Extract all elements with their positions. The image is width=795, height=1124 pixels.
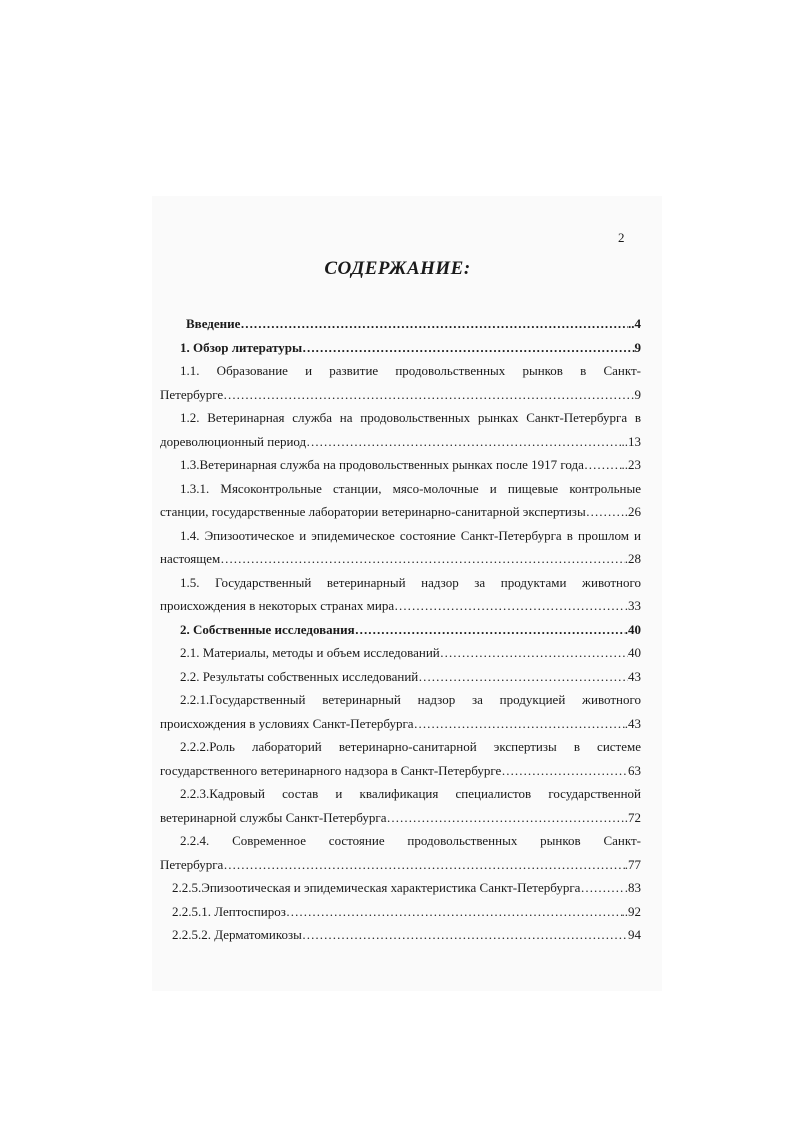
toc-leader-dots [580, 876, 624, 900]
toc-entry-text: Петербурга [160, 856, 224, 872]
toc-leader-dots [223, 383, 634, 407]
toc-entry-text: 2.2. Результаты собственных исследований [180, 668, 419, 684]
toc-leader-dots [306, 430, 621, 454]
toc-entry-text: дореволюционный период [160, 433, 307, 449]
toc-leader-dots [302, 923, 628, 947]
toc-entry-text: государственного ветеринарного надзора в Санкт-Петербурге [160, 762, 502, 778]
toc-entry-page: 94 [628, 927, 641, 942]
toc-entry-literature-review [160, 336, 641, 360]
toc-entry-text: Введение [186, 316, 241, 331]
toc-entry-first-line: 1.2. Ветеринарная служба на продовольственных рынках Санкт-Петербурга в [180, 410, 641, 425]
toc-leader-dots [394, 594, 625, 618]
toc-entry-2-2-2 [160, 735, 641, 782]
toc-entry-first-line: 2.2.3.Кадровый состав и квалификация специалистов государственной [180, 786, 641, 801]
toc-entry-text: станции, государственные лаборатории ветеринарно-санитарной экспертизы [160, 504, 586, 519]
toc-entry-page: .83 [624, 880, 641, 895]
toc-entry-1-3-1 [160, 477, 641, 524]
toc-entry-first-line: 2.2.2.Роль лабораторий ветеринарно-санитарной экспертизы в системе [180, 739, 641, 754]
toc-entry-own-research [160, 618, 641, 642]
toc-entry-1-3 [160, 453, 641, 477]
toc-leader-dots [223, 853, 624, 877]
toc-entry-1-4 [160, 524, 641, 571]
toc-entry-first-line: 1.4. Эпизоотическое и эпидемическое состояние Санкт-Петербурга в прошлом и [180, 527, 641, 543]
toc-leader-dots [240, 312, 628, 336]
toc-entry-page: .77 [624, 856, 641, 872]
toc-leader-dots [440, 641, 628, 665]
toc-entry-text: 1.3.Ветеринарная служба на продовольственных рынках после 1917 года [180, 457, 584, 472]
toc-entry-2-2-5 [160, 876, 641, 900]
toc-entry-page: 40 [628, 645, 641, 660]
toc-leader-dots [414, 712, 625, 736]
table-of-contents [160, 312, 641, 947]
toc-leader-dots [286, 900, 622, 924]
toc-entry-2-2-3 [160, 782, 641, 829]
toc-entry-text: 2.1. Материалы, методы и объем исследований [180, 645, 440, 660]
toc-entry-text: 2.2.5.2. Дерматомикозы [172, 927, 302, 942]
toc-entry-text: 2.2.5.Эпизоотическая и эпидемическая характеристика Санкт-Петербурга [172, 880, 581, 895]
toc-entry-text: ветеринарной службы Санкт-Петербурга [160, 809, 387, 825]
toc-entry-text: 2.2.5.1. Лептоспироз [172, 903, 286, 919]
toc-entry-page: .72 [624, 809, 641, 825]
toc-entry-2-2-5-1 [160, 900, 641, 924]
toc-leader-dots [302, 336, 634, 360]
toc-leader-dots [501, 759, 628, 783]
toc-entry-2-2 [160, 665, 641, 689]
toc-leader-dots [586, 500, 625, 524]
toc-entry-text: 1. Обзор литературы [180, 339, 303, 355]
toc-entry-page: 63 [628, 762, 641, 778]
page-title: СОДЕРЖАНИЕ: [324, 258, 471, 279]
toc-entry-first-line: 2.2.1.Государственный ветеринарный надзор за продукцией животного [180, 692, 641, 707]
toc-entry-page: 9 [634, 386, 641, 402]
toc-entry-page: .40 [624, 621, 641, 637]
toc-leader-dots [355, 618, 625, 642]
toc-entry-2-2-1 [160, 688, 641, 735]
toc-entry-page: ..13 [621, 433, 641, 449]
toc-entry-text: происхождения в некоторых странах мира [160, 598, 395, 613]
toc-entry-text: Петербурге [160, 386, 224, 402]
toc-entry-intro [160, 312, 641, 336]
toc-leader-dots [418, 665, 628, 689]
toc-leader-dots [387, 806, 625, 830]
toc-entry-text: настоящем [160, 551, 221, 566]
toc-entry-page: 9 [634, 339, 641, 355]
toc-entry-page: ..4 [628, 316, 641, 331]
toc-entry-first-line: 1.5. Государственный ветеринарный надзор за продуктами животного [180, 574, 641, 590]
toc-entry-2-2-4 [160, 829, 641, 876]
toc-entry-page: .28 [624, 551, 641, 566]
toc-entry-page: .26 [624, 504, 641, 519]
toc-entry-text: 2. Собственные исследования [180, 621, 355, 637]
toc-entry-1-1 [160, 359, 641, 406]
toc-entry-first-line: 2.2.4. Современное состояние продовольственных рынков Санкт- [180, 833, 641, 848]
toc-entry-2-2-5-2 [160, 923, 641, 947]
toc-entry-page: .33 [624, 598, 641, 613]
toc-leader-dots [220, 547, 625, 571]
page-number: 2 [618, 230, 625, 245]
toc-entry-2-1 [160, 641, 641, 665]
toc-entry-page: 43 [628, 668, 641, 684]
toc-leader-dots [584, 453, 622, 477]
toc-entry-first-line: 1.3.1. Мясоконтрольные станции, мясо-молочные и пищевые контрольные [180, 480, 641, 496]
toc-entry-1-2 [160, 406, 641, 453]
toc-entry-1-5 [160, 571, 641, 618]
toc-entry-page: ..92 [621, 903, 641, 919]
toc-entry-page: .43 [624, 715, 641, 731]
toc-entry-first-line: 1.1. Образование и развитие продовольственных рынков в Санкт- [180, 363, 641, 378]
toc-entry-page: ..23 [621, 457, 641, 472]
toc-entry-text: происхождения в условиях Санкт-Петербурга [160, 715, 414, 731]
